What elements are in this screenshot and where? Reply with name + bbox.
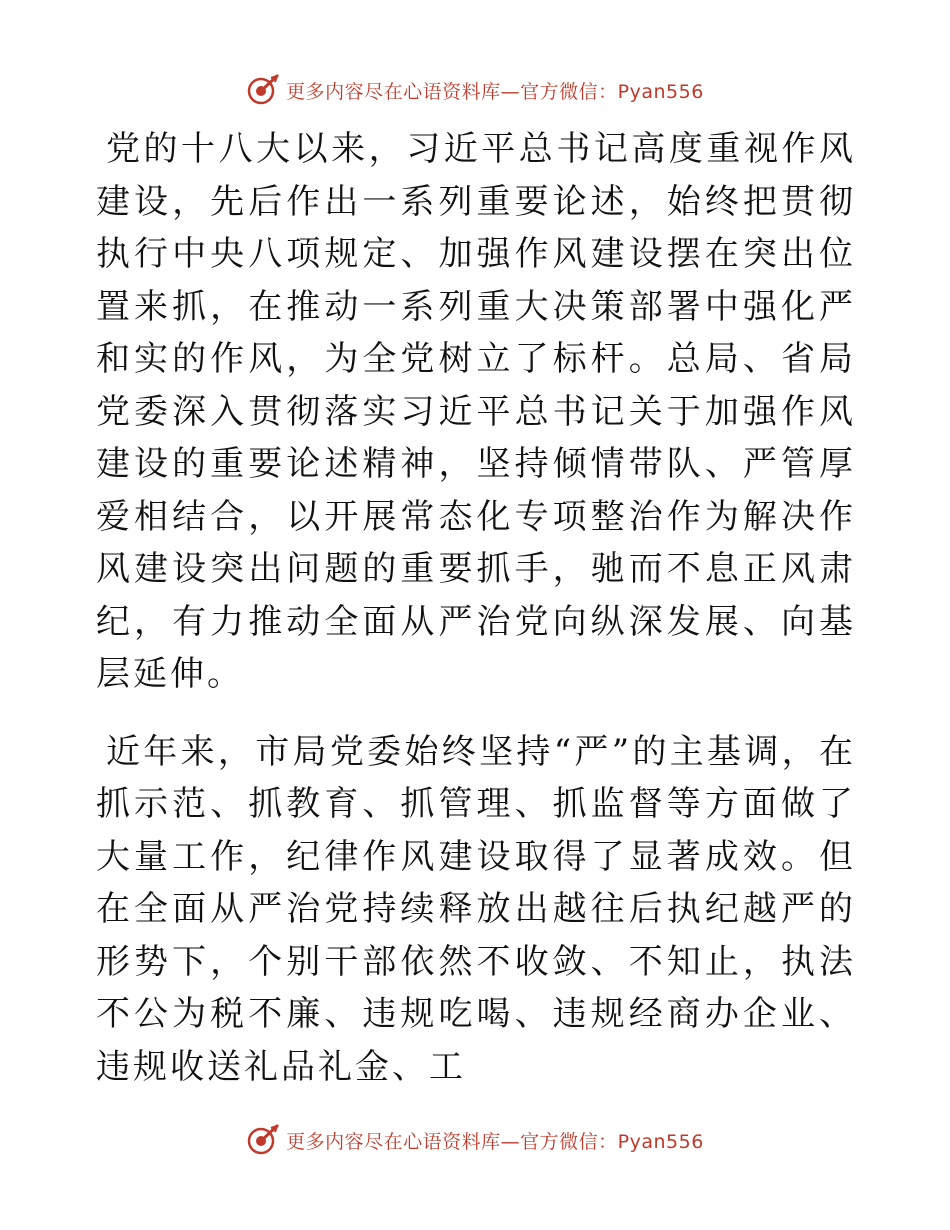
footer-watermark-banner [0,1120,950,1160]
paragraph-1: 党的十八大以来，习近平总书记高度重视作风建设，先后作出一系列重要论述，始终把贯彻执行中央八项规定、加强作风建设摆在突出位置来抓，在推动一系列重大决策部署中强化严和实的作风，为全党树立了标杆。总局、省局党委深入贯彻落实习近平总书记关于加强作风建设的重要论述精神，坚持倾情带队、严管厚爱相结合，以开展常态化专项整治作为解决作风建设突出问题的重要抓手，驰而不息正风肃纪，有力推动全面从严治党向纵深发展、向基层延伸。 [96,129,856,694]
quill-seal-icon [246,73,280,107]
quill-seal-icon [246,1123,280,1157]
header-watermark-banner [0,70,950,110]
header-watermark-text: 更多内容尽在心语资料库—官方微信：Pyan556 [286,80,704,103]
paragraph-2: 近年来，市局党委始终坚持“严”的主基调，在抓示范、抓教育、抓管理、抓监督等方面做了大量工作，纪律作风建设取得了显著成效。但在全面从严治党持续释放出越往后执纪越严的形势下，个别干部依然不收敛、不知止，执法不公为税不廉、违规吃喝、违规经商办企业、违规收送礼品礼金、工 [96,731,856,1087]
footer-watermark-text: 更多内容尽在心语资料库—官方微信：Pyan556 [286,1130,704,1153]
document-body [96,123,856,1093]
